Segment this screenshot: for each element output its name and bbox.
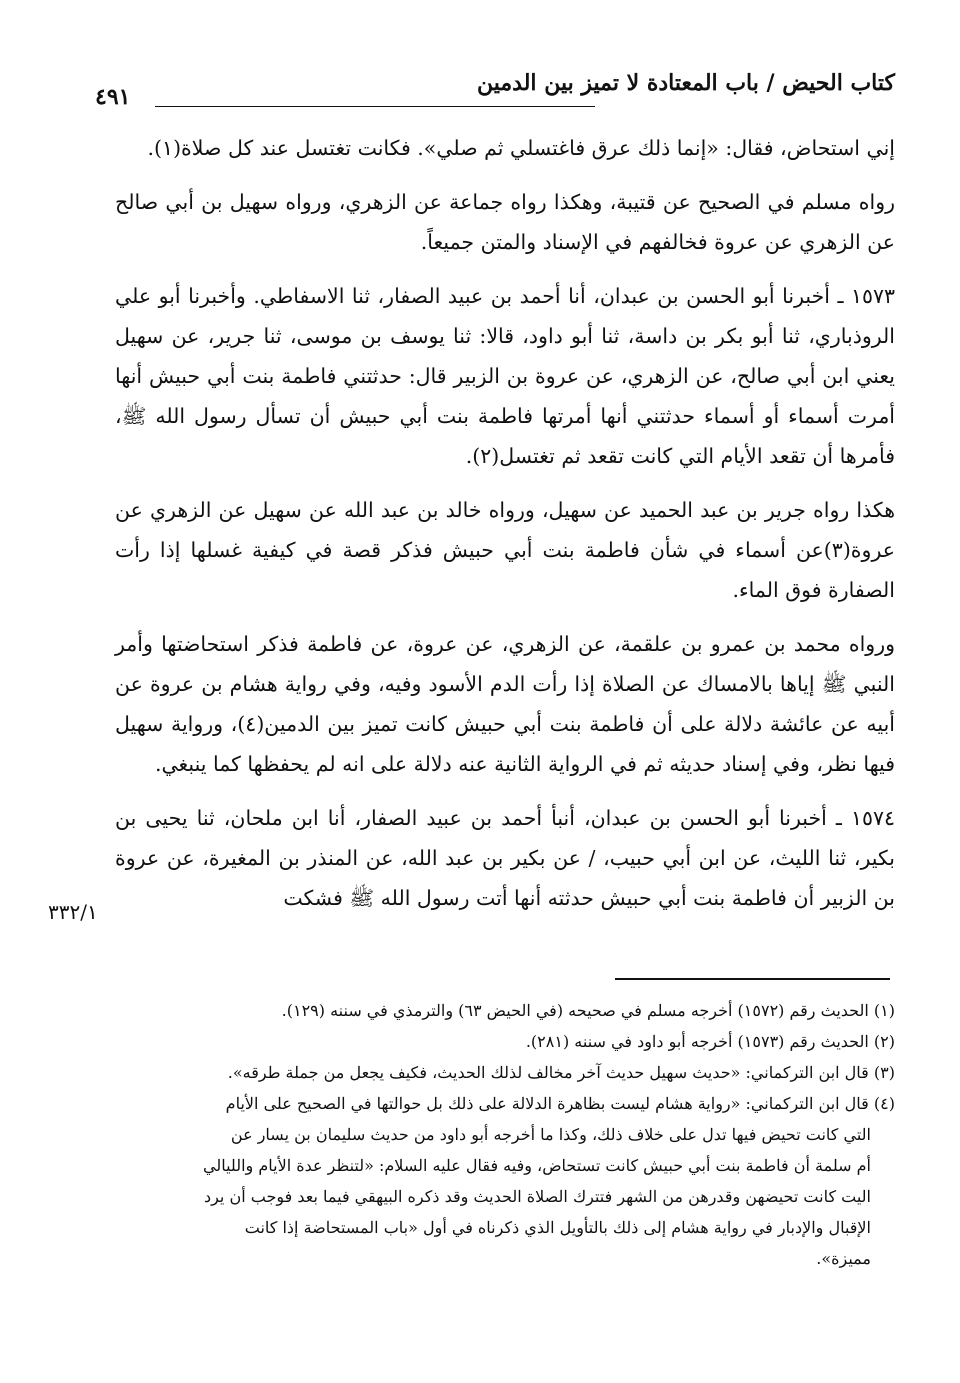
chapter-title: كتاب الحيض / باب المعتادة لا تميز بين الدمين [477,70,895,96]
footnote: (٢) الحديث رقم (١٥٧٣) أخرجه أبو داود في سننه (٢٨١). [525,1032,895,1051]
paragraph: ١٥٧٤ ـ أخبرنا أبو الحسن بن عبدان، أنبأ أحمد بن عبيد الصفار، أنا ابن ملحان، ثنا يحيى بن بكير، ثنا الليث، عن ابن أبي حبيب، / عن بكير بن عبد الله، عن المنذر بن المغيرة، عن عروة بن الزبير أن فاطمة بنت أبي حبيش حدثته أنها أتت رسول الله ﷺ فشكت [115,806,895,910]
footnote-continuation: الإقبال والإدبار في رواية هشام إلى ذلك بالتأويل الذي ذكرناه في أول «باب المستحاضة إذا كانت [244,1218,871,1237]
footnote-continuation: مميزة». [816,1249,871,1268]
footnote-continuation: أم سلمة أن فاطمة بنت أبي حبيش كانت تستحاض، وفيه فقال عليه السلام: «لتنظر عدة الأيام والليالي [202,1156,871,1175]
margin-page-reference: ٣٣٢/١ [48,900,98,924]
header-rule [155,106,595,107]
footnote-continuation: التي كانت تحيض فيها تدل على خلاف ذلك، وكذا ما أخرجه أبو داود من حديث سليمان بن يسار عن [230,1125,871,1144]
footnote: (٣) قال ابن التركماني: «حديث سهيل حديث آخر مخالف لذلك الحديث، فكيف يجعل من جملة طرقه». [227,1063,895,1082]
footnote: (١) الحديث رقم (١٥٧٢) أخرجه مسلم في صحيحه (في الحيض ٦٣) والترمذي في سننه (١٢٩). [281,1001,895,1020]
running-header [95,70,895,120]
page-number: ٤٩١ [95,84,131,110]
main-text [115,128,895,932]
paragraph: رواه مسلم في الصحيح عن قتيبة، وهكذا رواه جماعة عن الزهري، ورواه سهيل بن أبي صالح عن الزهري عن عروة فخالفهم في الإسناد والمتن جميعاً. [115,190,895,254]
footnote-separator [615,978,890,980]
paragraph: هكذا رواه جرير بن عبد الحميد عن سهيل، ورواه خالد بن عبد الله عن سهيل عن الزهري عن عروة(٣)عن أسماء في شأن فاطمة بنت أبي حبيش فذكر قصة في كيفية غسلها إذا رأت الصفارة فوق الماء. [115,498,896,602]
paragraph: إني استحاض، فقال: «إنما ذلك عرق فاغتسلي ثم صلي». فكانت تغتسل عند كل صلاة(١). [147,136,895,160]
footnote-continuation: اليت كانت تحيضهن وقدرهن من الشهر فتترك الصلاة الحديث وقد ذكره البيهقي فيما بعد فوجب أن يرد [203,1187,871,1206]
footnote: (٤) قال ابن التركماني: «رواية هشام ليست بظاهرة الدلالة على ذلك بل حوالتها في الصحيح على الأيام [225,1094,895,1113]
paragraph: ١٥٧٣ ـ أخبرنا أبو الحسن بن عبدان، أنا أحمد بن عبيد الصفار، ثنا الاسفاطي. وأخبرنا أبو علي الروذباري، ثنا أبو بكر بن داسة، ثنا أبو داود، قالا: ثنا يوسف بن موسى، ثنا جرير، عن سهيل يعني ابن أبي صالح، عن الزهري، عن عروة بن الزبير قال: حدثتني فاطمة بنت أبي حبيش أنها أمرت أسماء أو أسماء حدثتني أنها أمرتها فاطمة بنت أبي حبيش أن تسأل رسول الله ﷺ، فأمرها أن تقعد الأيام التي كانت تقعد ثم تغتسل(٢). [115,284,895,468]
footnotes [140,995,895,1274]
paragraph: ورواه محمد بن عمرو بن علقمة، عن الزهري، عن عروة، عن فاطمة فذكر استحاضتها وأمر النبي ﷺ إياها بالامساك عن الصلاة إذا رأت الدم الأسود وفيه، وفي رواية هشام بن عروة عن أبيه عن عائشة دلالة على أن فاطمة بنت أبي حبيش كانت تميز بين الدمين(٤)، ورواية سهيل فيها نظر، وفي إسناد حديثه ثم في الرواية الثانية عنه دلالة على انه لم يحفظها كما ينبغي. [115,632,895,776]
